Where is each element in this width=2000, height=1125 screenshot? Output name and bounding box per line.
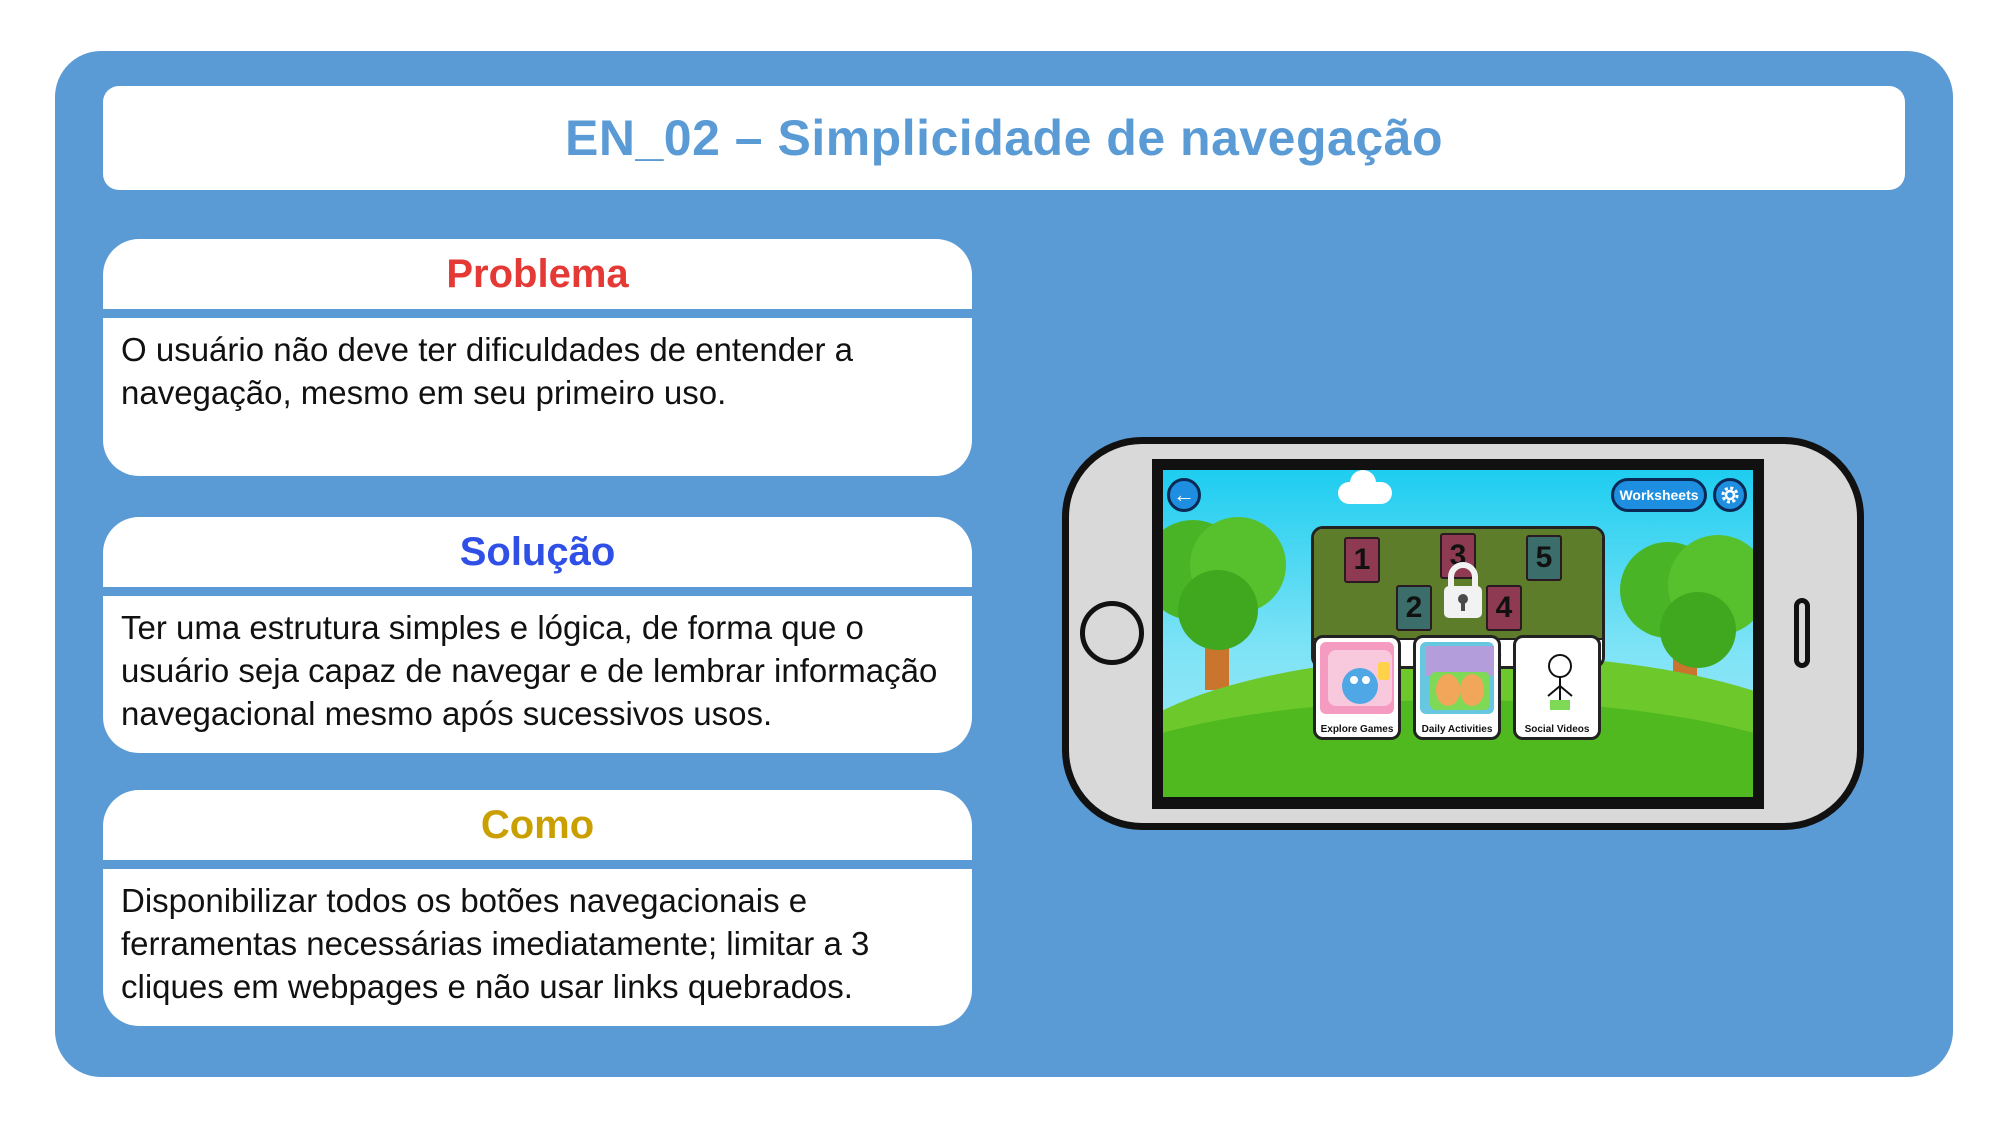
- solution-heading: Solução: [459, 529, 616, 574]
- explore-games-image: [1320, 642, 1394, 714]
- text-line: ferramentas necessárias imediatamente; limitar a 3: [121, 925, 870, 962]
- back-arrow-icon: ←: [1173, 482, 1195, 507]
- padlock-icon: [1442, 561, 1484, 621]
- solution-text: [103, 596, 972, 735]
- game-tile: 2: [1396, 585, 1432, 631]
- text-line: cliques em webpages e não usar links quebrados.: [121, 968, 853, 1005]
- worksheets-button[interactable]: Worksheets: [1611, 478, 1707, 512]
- tree-left: [1163, 500, 1293, 690]
- stick-figure-icon: [1520, 642, 1600, 714]
- phone-home-button: [1080, 601, 1144, 665]
- text-line: Ter uma estrutura simples e lógica, de forma que o: [121, 609, 864, 646]
- gear-icon: [1718, 483, 1742, 507]
- social-videos-label: Social Videos: [1524, 724, 1590, 735]
- text-line: navegação, mesmo em seu primeiro uso.: [121, 374, 727, 411]
- todays-games-image: [1314, 529, 1602, 640]
- how-text: [103, 869, 972, 1008]
- text-line: O usuário não deve ter dificuldades de entender a: [121, 331, 853, 368]
- problem-card: [103, 239, 972, 476]
- text-line: Disponibilizar todos os botões navegacionais e: [121, 882, 808, 919]
- hands-icon: [1420, 642, 1500, 714]
- explore-games-button[interactable]: [1313, 635, 1401, 740]
- cloud: [1338, 482, 1392, 504]
- daily-activities-label: Daily Activities: [1421, 724, 1493, 735]
- daily-activities-image: [1420, 642, 1494, 714]
- text-line: navegacional mesmo após sucessivos usos.: [121, 695, 773, 732]
- how-heading: Como: [480, 802, 595, 847]
- game-tile: 4: [1486, 585, 1522, 631]
- problem-text: [103, 318, 972, 414]
- game-tile: 1: [1344, 537, 1380, 583]
- divider: [103, 587, 972, 596]
- phone-speaker: [1794, 598, 1810, 668]
- problem-heading: Problema: [446, 251, 629, 296]
- social-videos-image: [1520, 642, 1594, 714]
- divider: [103, 860, 972, 869]
- daily-activities-button[interactable]: [1413, 635, 1501, 740]
- divider: [103, 309, 972, 318]
- game-tile: 3: [1440, 533, 1476, 579]
- phone-screen: [1163, 470, 1753, 797]
- back-button[interactable]: [1167, 478, 1201, 512]
- settings-button[interactable]: [1713, 478, 1747, 512]
- solution-card: [103, 517, 972, 753]
- monster-icon: [1320, 642, 1400, 714]
- title-bar: [103, 86, 1905, 190]
- how-card: [103, 790, 972, 1026]
- slide-title: EN_02 – Simplicidade de navegação: [565, 110, 1443, 166]
- text-line: usuário seja capaz de navegar e de lembrar informação: [121, 652, 938, 689]
- game-tile: 5: [1526, 535, 1562, 581]
- explore-games-label: Explore Games: [1320, 724, 1394, 735]
- social-videos-button[interactable]: [1513, 635, 1601, 740]
